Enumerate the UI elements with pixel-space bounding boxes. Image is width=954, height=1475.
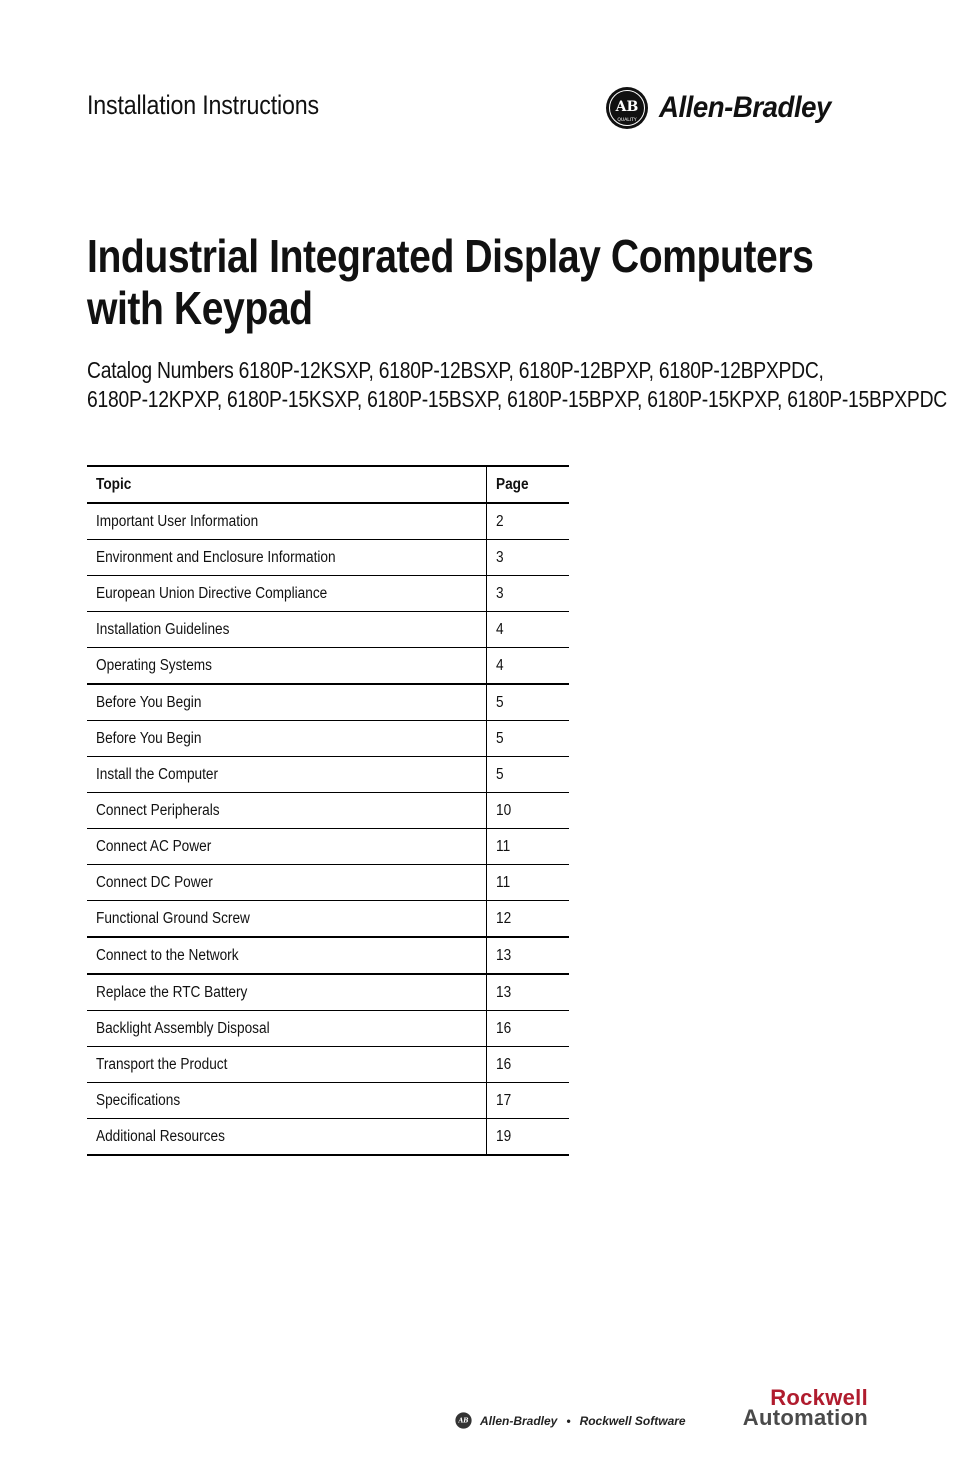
table-row[interactable] (87, 1083, 569, 1119)
toc-page: 13 (487, 937, 570, 974)
toc-page: 5 (487, 684, 570, 721)
svg-text:AB: AB (458, 1417, 469, 1425)
table-row[interactable] (87, 1047, 569, 1083)
table-row[interactable] (87, 937, 569, 974)
brand-name: Allen-Bradley (659, 91, 831, 124)
toc-topic[interactable]: Connect Peripherals (87, 793, 487, 829)
toc-page: 2 (487, 503, 570, 540)
toc-topic[interactable]: Backlight Assembly Disposal (87, 1011, 487, 1047)
toc-topic[interactable]: Environment and Enclosure Information (87, 540, 487, 576)
table-row[interactable] (87, 540, 569, 576)
catalog-line-2: 6180P-12KPXP, 6180P-15KSXP, 6180P-15BSXP, 6180P-15BPXP, 6180P-15KPXP, 6180P-15BPXPDC (87, 386, 947, 412)
table-row[interactable] (87, 829, 569, 865)
toc-topic[interactable]: Connect DC Power (87, 865, 487, 901)
toc-page: 11 (487, 829, 570, 865)
table-row[interactable] (87, 576, 569, 612)
toc-topic[interactable]: Functional Ground Screw (87, 901, 487, 938)
table-row[interactable] (87, 865, 569, 901)
toc-header-row (87, 466, 569, 503)
table-row[interactable] (87, 503, 569, 540)
toc-topic[interactable]: European Union Directive Compliance (87, 576, 487, 612)
table-row[interactable] (87, 1011, 569, 1047)
toc-page: 5 (487, 757, 570, 793)
toc-topic[interactable]: Installation Guidelines (87, 612, 487, 648)
toc-topic[interactable]: Operating Systems (87, 648, 487, 685)
footer-brands (455, 1412, 686, 1429)
table-row[interactable] (87, 757, 569, 793)
toc-header-page: Page (487, 466, 570, 503)
toc-page: 3 (487, 540, 570, 576)
rockwell-logo-line-1: Rockwell (770, 1385, 868, 1410)
toc-page: 3 (487, 576, 570, 612)
toc-header-topic: Topic (87, 466, 487, 503)
table-row[interactable] (87, 612, 569, 648)
toc-topic[interactable]: Before You Begin (87, 684, 487, 721)
toc-topic[interactable]: Transport the Product (87, 1047, 487, 1083)
ab-seal-small-icon (455, 1412, 472, 1429)
title-line-2: with Keypad (87, 282, 313, 334)
toc-page: 13 (487, 974, 570, 1011)
footer-separator: • (566, 1413, 571, 1428)
toc-page: 4 (487, 648, 570, 685)
table-row[interactable] (87, 721, 569, 757)
ab-seal-icon (605, 86, 649, 130)
footer-brand-rockwell-software: Rockwell Software (579, 1413, 686, 1428)
rockwell-logo-line-2: Automation (742, 1405, 868, 1430)
toc-page: 4 (487, 612, 570, 648)
table-row[interactable] (87, 901, 569, 938)
allen-bradley-logo (605, 86, 846, 130)
document-title (87, 230, 814, 334)
title-line-1: Industrial Integrated Display Computers (87, 230, 814, 282)
catalog-line-1: Catalog Numbers 6180P-12KSXP, 6180P-12BSXP, 6180P-12BPXP, 6180P-12BPXPDC, (87, 357, 824, 383)
table-row[interactable] (87, 684, 569, 721)
table-row[interactable] (87, 1119, 569, 1156)
table-row[interactable] (87, 793, 569, 829)
toc-topic[interactable]: Before You Begin (87, 721, 487, 757)
document-type: Installation Instructions (87, 90, 319, 120)
footer-brand-allen-bradley: Allen-Bradley (480, 1413, 558, 1428)
toc-page: 12 (487, 901, 570, 938)
toc-topic[interactable]: Replace the RTC Battery (87, 974, 487, 1011)
toc-page: 17 (487, 1083, 570, 1119)
toc-topic[interactable]: Connect AC Power (87, 829, 487, 865)
svg-text:QUALITY: QUALITY (617, 118, 637, 123)
toc-topic[interactable]: Connect to the Network (87, 937, 487, 974)
toc-page: 5 (487, 721, 570, 757)
rockwell-automation-logo (708, 1385, 868, 1430)
svg-text:AB: AB (615, 99, 639, 115)
toc-page: 11 (487, 865, 570, 901)
toc-page: 19 (487, 1119, 570, 1156)
toc-topic[interactable]: Specifications (87, 1083, 487, 1119)
toc-page: 10 (487, 793, 570, 829)
table-row[interactable] (87, 648, 569, 685)
toc-topic[interactable]: Important User Information (87, 503, 487, 540)
catalog-numbers (87, 356, 947, 414)
toc-page: 16 (487, 1047, 570, 1083)
toc-page: 16 (487, 1011, 570, 1047)
toc-topic[interactable]: Install the Computer (87, 757, 487, 793)
table-of-contents (87, 465, 569, 1156)
toc-topic[interactable]: Additional Resources (87, 1119, 487, 1156)
table-row[interactable] (87, 974, 569, 1011)
